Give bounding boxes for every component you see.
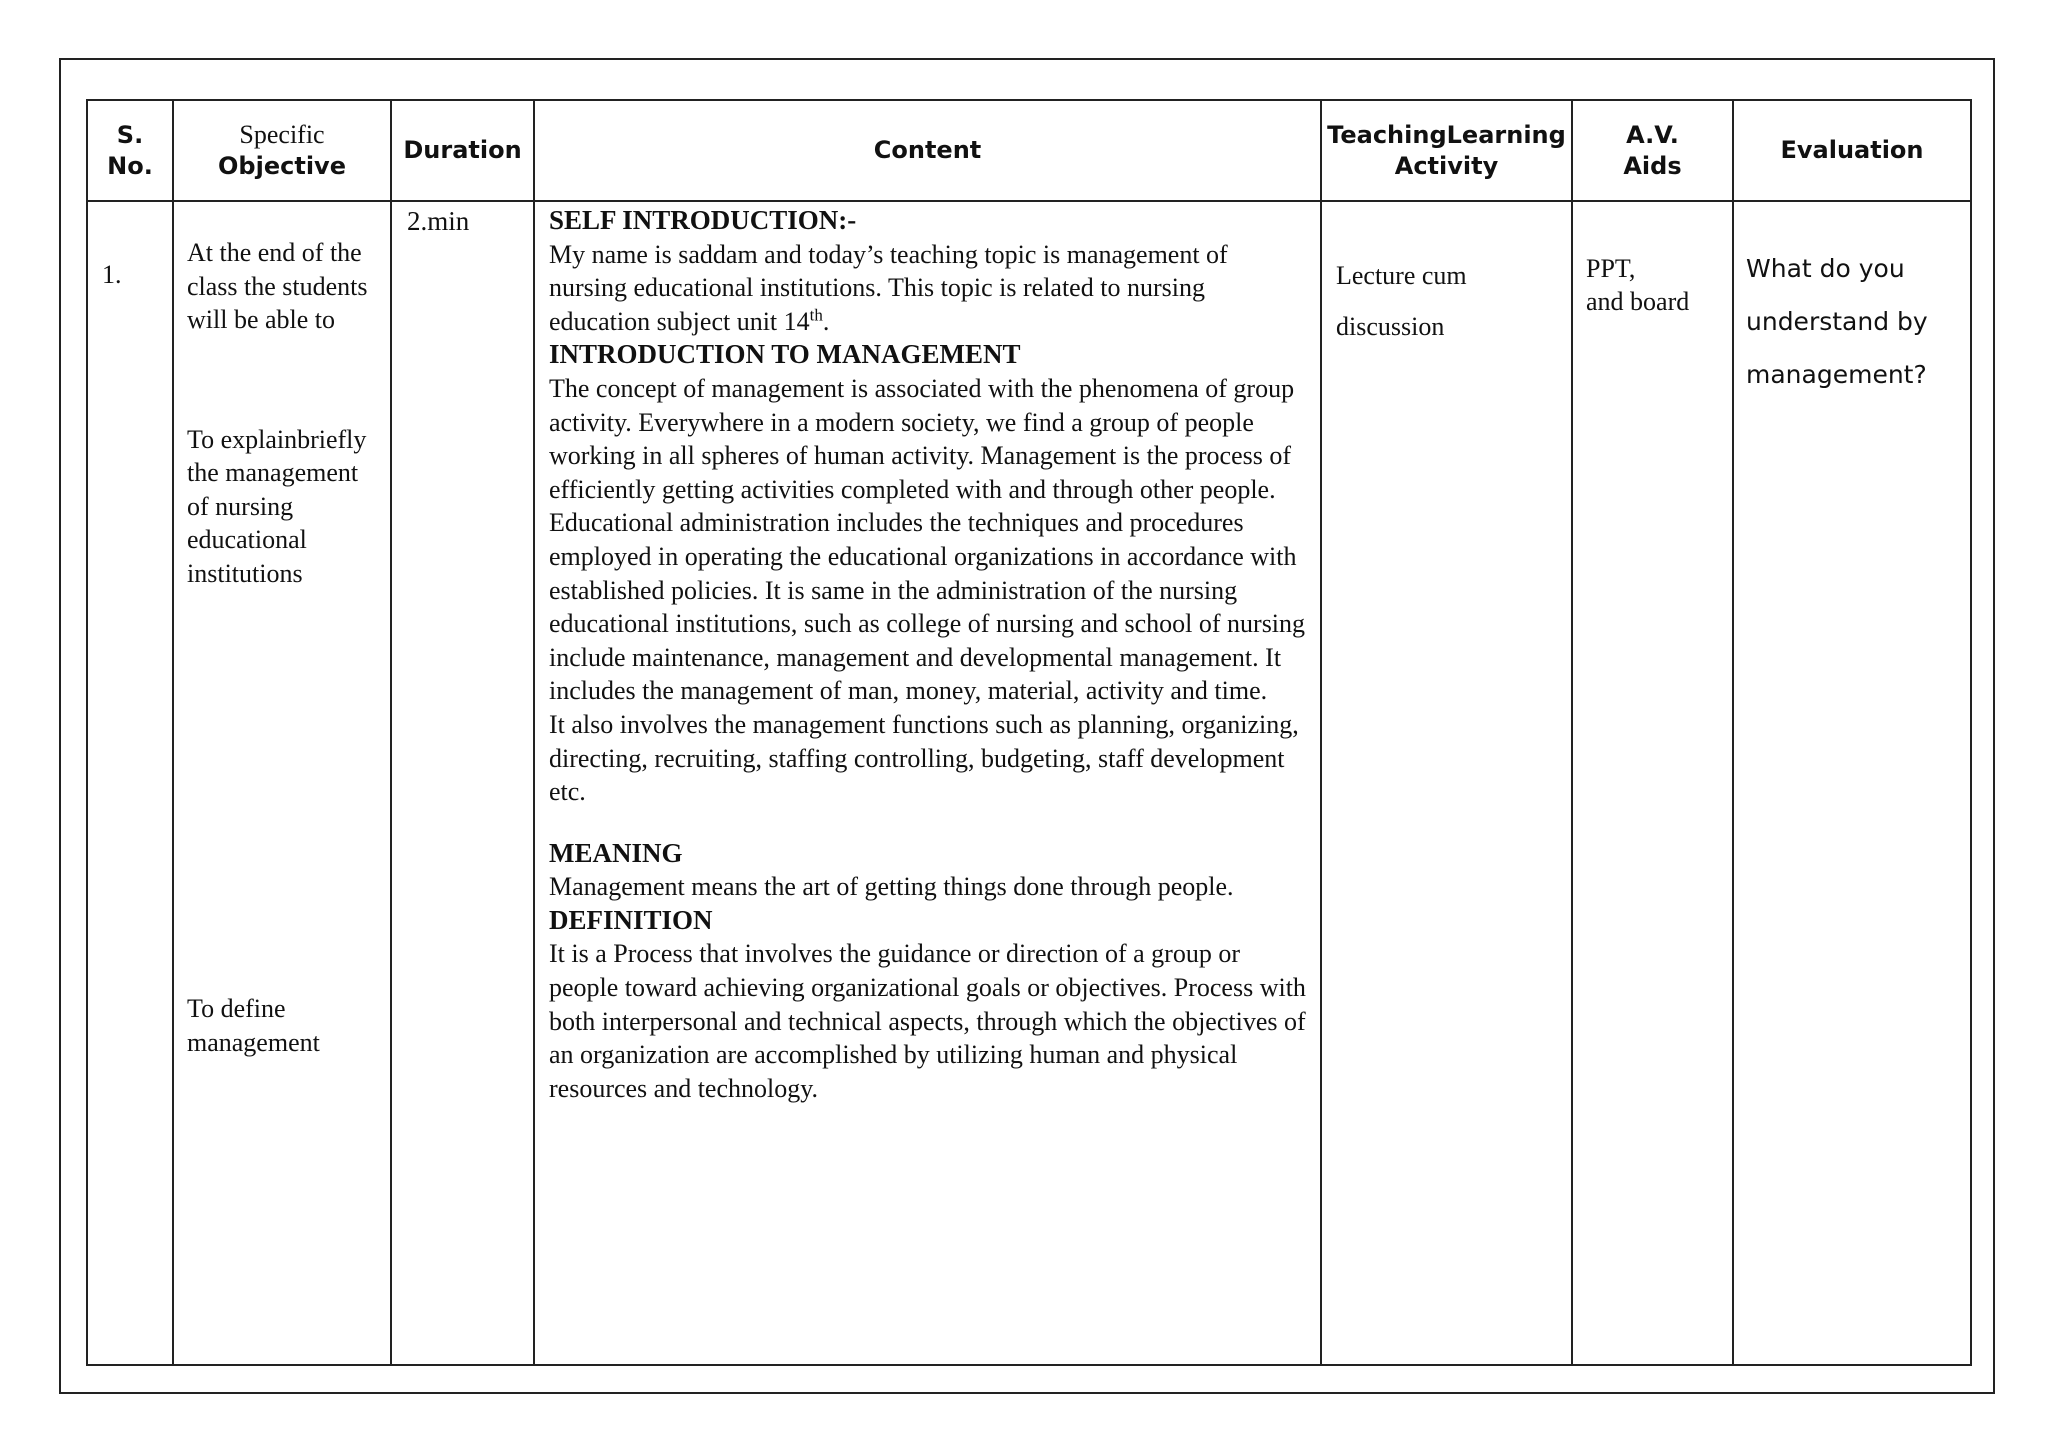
header-aids-line2: Aids: [1623, 151, 1682, 180]
header-sno: [87, 100, 173, 201]
header-aids: [1572, 100, 1733, 201]
aids-line2: and board: [1586, 287, 1690, 316]
meaning-text: Management means the art of getting things done through people.: [549, 872, 1234, 902]
meaning-heading: MEANING: [549, 837, 683, 868]
self-intro-period: .: [822, 306, 830, 336]
cell-objective: [173, 201, 391, 1365]
header-aids-line1: A.V.: [1626, 120, 1679, 149]
self-intro-heading: SELF INTRODUCTION:-: [549, 205, 857, 235]
aids-line1: PPT,: [1586, 254, 1636, 283]
self-intro-body: My name is saddam and today’s teaching topic is management of nursing educational institutions. This topic is related to nursing education subject unit 14: [549, 239, 1228, 336]
header-objective-line1: Specific: [239, 120, 325, 149]
cell-aids: [1572, 201, 1733, 1365]
lesson-plan-table: [86, 99, 1972, 1366]
header-sno-line2: No.: [107, 151, 153, 180]
intro-heading: INTRODUCTION TO MANAGEMENT: [549, 339, 1021, 370]
table-row: [87, 201, 1971, 1365]
objective-explain: To explainbriefly the management of nursing educational institutions: [187, 424, 367, 588]
intro-text-2: It also involves the management functions such as planning, organizing, directing, recruiting, staffing controlling, budgeting, staff development etc.: [549, 709, 1299, 807]
header-activity: [1321, 100, 1572, 201]
self-intro-text: [549, 238, 1310, 339]
header-content: Content: [534, 100, 1321, 201]
header-objective: [173, 100, 391, 201]
objective-define: To define management: [187, 994, 320, 1057]
header-duration: Duration: [391, 100, 534, 201]
objective-intro: At the end of the class the students will be able to: [187, 238, 368, 334]
header-activity-line2: Activity: [1394, 151, 1499, 180]
cell-content: [534, 201, 1321, 1365]
header-objective-line2: Objective: [218, 152, 346, 180]
definition-text: It is a Process that involves the guidance or direction of a group or people toward achieving organizational goals or objectives. Process with both interpersonal and technical aspects, through which the objectives of an organization are accomplished by utilizing human and physical resources and technology.: [549, 939, 1306, 1103]
self-intro-superscript: th: [809, 305, 823, 325]
header-row: [87, 100, 1971, 201]
spacer: [549, 809, 1310, 837]
definition-heading: DEFINITION: [549, 904, 713, 935]
cell-sno: 1.: [87, 201, 173, 1365]
cell-activity: Lecture cum discussion: [1321, 201, 1572, 1365]
intro-text-1: The concept of management is associated with the phenomena of group activity. Everywhere in a modern society, we find a group of people working in all spheres of human activity. Management is the process of efficiently getting activities completed with and through other people. Educational administration includes the techniques and procedures employed in operating the educational organizations in accordance with established policies. It is same in the administration of the nursing educational institutions, such as college of nursing and school of nursing include maintenance, management and developmental management. It includes the management of man, money, material, activity and time.: [549, 373, 1306, 706]
cell-evaluation: What do you understand by management?: [1733, 201, 1971, 1365]
cell-duration: 2.min: [391, 201, 534, 1365]
header-sno-line1: S.: [116, 120, 144, 149]
header-evaluation: Evaluation: [1733, 100, 1971, 201]
header-activity-line1: TeachingLearning: [1327, 120, 1566, 149]
